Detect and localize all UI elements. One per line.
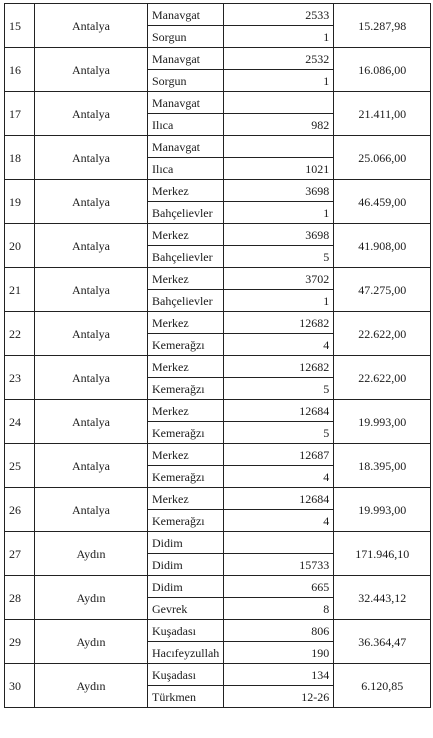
neighborhood-cell: Kemerağzı [148,422,224,444]
table-row [5,136,431,158]
row-number: 24 [5,400,35,444]
block-cell: 12682 [224,356,334,378]
neighborhood-cell: Kemerağzı [148,378,224,400]
table-row [5,576,431,598]
block-cell [224,136,334,158]
province-cell: Antalya [35,356,148,400]
province-cell: Antalya [35,180,148,224]
neighborhood-cell: Hacıfeyzullah [148,642,224,664]
price-cell: 19.993,00 [334,400,431,444]
district-cell: Manavgat [148,48,224,70]
neighborhood-cell: Ilıca [148,114,224,136]
row-number: 17 [5,92,35,136]
table-row [5,268,431,290]
table-row [5,664,431,686]
district-cell: Didim [148,576,224,598]
table-row [5,620,431,642]
parcel-cell: 4 [224,510,334,532]
table-row [5,180,431,202]
row-number: 21 [5,268,35,312]
province-cell: Antalya [35,48,148,92]
table-row [5,356,431,378]
table-row [5,4,431,26]
table-row [5,488,431,510]
price-cell: 6.120,85 [334,664,431,708]
district-cell: Merkez [148,356,224,378]
parcel-cell: 1 [224,202,334,224]
province-cell: Antalya [35,400,148,444]
neighborhood-cell: Gevrek [148,598,224,620]
property-table [4,3,431,708]
price-cell: 32.443,12 [334,576,431,620]
parcel-cell: 5 [224,246,334,268]
row-number: 23 [5,356,35,400]
block-cell [224,532,334,554]
parcel-cell: 1 [224,70,334,92]
province-cell: Antalya [35,312,148,356]
row-number: 25 [5,444,35,488]
price-cell: 171.946,10 [334,532,431,576]
district-cell: Manavgat [148,4,224,26]
neighborhood-cell: Sorgun [148,26,224,48]
province-cell: Antalya [35,136,148,180]
row-number: 20 [5,224,35,268]
row-number: 15 [5,4,35,48]
neighborhood-cell: Ilıca [148,158,224,180]
price-cell: 47.275,00 [334,268,431,312]
parcel-cell: 15733 [224,554,334,576]
neighborhood-cell: Bahçelievler [148,202,224,224]
table-row [5,444,431,466]
table-row [5,312,431,334]
district-cell: Merkez [148,268,224,290]
row-number: 18 [5,136,35,180]
parcel-cell: 1 [224,290,334,312]
row-number: 16 [5,48,35,92]
neighborhood-cell: Sorgun [148,70,224,92]
parcel-cell: 5 [224,378,334,400]
table-row [5,48,431,70]
table-row [5,224,431,246]
row-number: 26 [5,488,35,532]
block-cell: 12687 [224,444,334,466]
district-cell: Merkez [148,400,224,422]
row-number: 30 [5,664,35,708]
district-cell: Merkez [148,444,224,466]
district-cell: Manavgat [148,92,224,114]
parcel-cell: 982 [224,114,334,136]
block-cell: 2533 [224,4,334,26]
block-cell: 134 [224,664,334,686]
row-number: 29 [5,620,35,664]
district-cell: Kuşadası [148,664,224,686]
province-cell: Antalya [35,224,148,268]
block-cell: 3698 [224,224,334,246]
neighborhood-cell: Bahçelievler [148,290,224,312]
row-number: 19 [5,180,35,224]
price-cell: 22.622,00 [334,356,431,400]
block-cell [224,92,334,114]
province-cell: Aydın [35,576,148,620]
neighborhood-cell: Didim [148,554,224,576]
block-cell: 12682 [224,312,334,334]
price-cell: 25.066,00 [334,136,431,180]
province-cell: Antalya [35,488,148,532]
district-cell: Kuşadası [148,620,224,642]
block-cell: 3702 [224,268,334,290]
neighborhood-cell: Kemerağzı [148,334,224,356]
block-cell: 3698 [224,180,334,202]
province-cell: Antalya [35,4,148,48]
parcel-cell: 4 [224,334,334,356]
neighborhood-cell: Kemerağzı [148,466,224,488]
parcel-cell: 190 [224,642,334,664]
province-cell: Antalya [35,92,148,136]
price-cell: 16.086,00 [334,48,431,92]
price-cell: 46.459,00 [334,180,431,224]
property-table-body [5,4,431,708]
price-cell: 18.395,00 [334,444,431,488]
district-cell: Merkez [148,224,224,246]
parcel-cell: 1 [224,26,334,48]
province-cell: Aydın [35,664,148,708]
district-cell: Merkez [148,312,224,334]
price-cell: 22.622,00 [334,312,431,356]
row-number: 28 [5,576,35,620]
district-cell: Didim [148,532,224,554]
parcel-cell: 12-26 [224,686,334,708]
province-cell: Antalya [35,268,148,312]
block-cell: 12684 [224,488,334,510]
price-cell: 41.908,00 [334,224,431,268]
parcel-cell: 5 [224,422,334,444]
row-number: 22 [5,312,35,356]
price-cell: 21.411,00 [334,92,431,136]
neighborhood-cell: Kemerağzı [148,510,224,532]
table-row [5,532,431,554]
parcel-cell: 1021 [224,158,334,180]
block-cell: 12684 [224,400,334,422]
price-cell: 19.993,00 [334,488,431,532]
block-cell: 2532 [224,48,334,70]
parcel-cell: 8 [224,598,334,620]
price-cell: 15.287,98 [334,4,431,48]
price-cell: 36.364,47 [334,620,431,664]
province-cell: Aydın [35,620,148,664]
block-cell: 806 [224,620,334,642]
row-number: 27 [5,532,35,576]
province-cell: Aydın [35,532,148,576]
province-cell: Antalya [35,444,148,488]
district-cell: Merkez [148,180,224,202]
block-cell: 665 [224,576,334,598]
table-row [5,400,431,422]
neighborhood-cell: Bahçelievler [148,246,224,268]
district-cell: Merkez [148,488,224,510]
parcel-cell: 4 [224,466,334,488]
table-row [5,92,431,114]
district-cell: Manavgat [148,136,224,158]
neighborhood-cell: Türkmen [148,686,224,708]
